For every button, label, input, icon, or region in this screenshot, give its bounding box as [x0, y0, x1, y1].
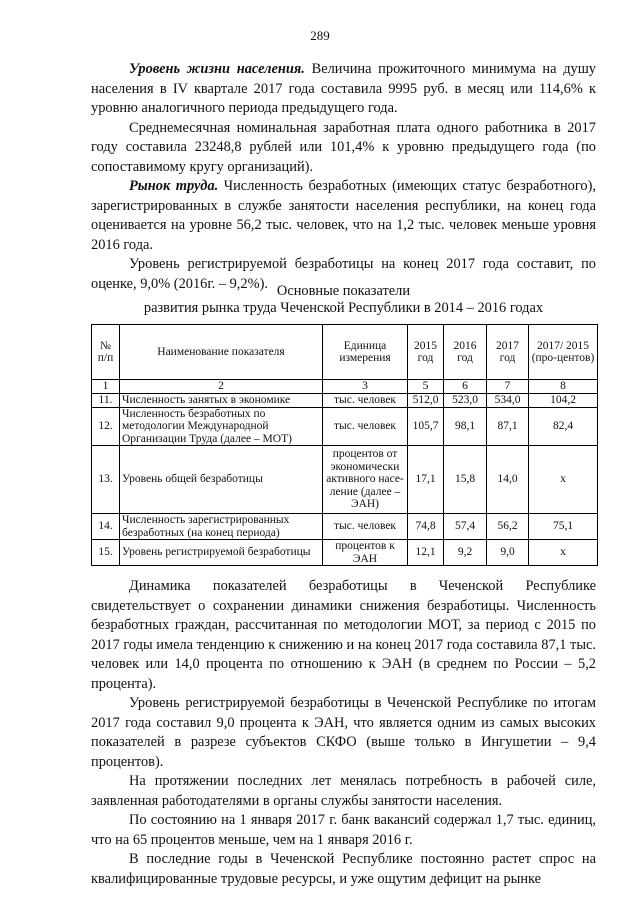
header-cell: 2017/ 2015 (про-центов)	[529, 325, 598, 380]
paragraph-salary: Среднемесячная номинальная заработная плата одного работника в 2017 году составила 23248,8 рублей или 101,4% к уровню предыдущего года (по сопоставимому кругу организаций).	[91, 119, 596, 175]
value-cell: 15,8	[444, 446, 487, 514]
table-row	[92, 407, 598, 446]
unit-cell: тыс. человек	[323, 514, 408, 540]
heading-living-standard: Уровень жизни населения.	[129, 61, 305, 77]
paragraph-labor-market: Рынок труда. Численность безработных (имеющих статус безработного), зарегистрированных в службе занятости населения республики, на конец года оценивается на уровне 56,2 тыс. человек, что на 1,2 тыс. человек меньше уровня 2016 года.	[91, 178, 596, 253]
indicator-name-cell: Численность зарегистрированных безработных (на конец периода)	[120, 514, 323, 540]
column-number-cell: 8	[529, 380, 598, 394]
table-caption	[91, 283, 596, 317]
page-number: 289	[310, 28, 330, 43]
table-row	[92, 393, 598, 407]
header-cell: 2015 год	[408, 325, 444, 380]
value-cell: 87,1	[487, 407, 529, 446]
value-cell: 105,7	[408, 407, 444, 446]
header-cell: Единица измерения	[323, 325, 408, 380]
table-caption-line-2: развития рынка труда Чеченской Республики в 2014 – 2016 годах	[143, 300, 544, 316]
indicator-name-cell: Уровень регистрируемой безработицы	[120, 540, 323, 566]
column-number-cell: 6	[444, 380, 487, 394]
column-number-cell: 3	[323, 380, 408, 394]
column-number-cell: 7	[487, 380, 529, 394]
header-cell: Наименование показателя	[120, 325, 323, 380]
labor-market-table	[91, 324, 598, 566]
paragraph-dynamics: Динамика показателей безработицы в Чеченской Республике свидетельствует о сохранении динамики снижения безработицы. Численность безработных граждан, рассчитанная по методологии МОТ, за период с 2015 по 2017 годы имела тенденцию к снижению и на конец 2017 года составила 87,1 тыс. человек или 14,0 процента по отношению к ЭАН (в среднем по России – 5,2 процента).	[91, 578, 596, 692]
row-number-cell: 11.	[92, 393, 120, 407]
paragraph-labor-demand: На протяжении последних лет менялась потребность в рабочей силе, заявленная работодателями в органы службы занятости населения.	[91, 773, 596, 809]
table-header-row	[92, 325, 598, 380]
ratio-cell: 104,2	[529, 393, 598, 407]
table-caption-line-1: Основные показатели	[276, 283, 411, 299]
column-number-row	[92, 380, 598, 394]
paragraph-registered-unemployment: Уровень регистрируемой безработицы в Чеченской Республике по итогам 2017 года составил 9,0 процента к ЭАН, что является одним из самых высоких показателей в разрезе субъектов СКФО (выше только в Ингушетии – 9,4 процентов).	[91, 695, 596, 770]
ratio-cell: х	[529, 540, 598, 566]
unit-cell: тыс. человек	[323, 407, 408, 446]
intro-section	[91, 60, 596, 294]
heading-labor-market: Рынок труда.	[129, 178, 219, 194]
row-number-cell: 15.	[92, 540, 120, 566]
table-row	[92, 446, 598, 514]
value-cell: 9,2	[444, 540, 487, 566]
paragraph-living-standard: Уровень жизни населения. Величина прожиточного минимума на душу населения в IV квартале 2017 года составила 9995 руб. в месяц или 114,6% к уровню аналогичного периода предыдущего года.	[91, 61, 596, 116]
header-cell: 2017 год	[487, 325, 529, 380]
value-cell: 56,2	[487, 514, 529, 540]
column-number-cell: 5	[408, 380, 444, 394]
value-cell: 523,0	[444, 393, 487, 407]
row-number-cell: 14.	[92, 514, 120, 540]
table-row	[92, 540, 598, 566]
ratio-cell: 75,1	[529, 514, 598, 540]
value-cell: 534,0	[487, 393, 529, 407]
value-cell: 74,8	[408, 514, 444, 540]
row-number-cell: 12.	[92, 407, 120, 446]
unit-cell: тыс. человек	[323, 393, 408, 407]
indicator-name-cell: Уровень общей безработицы	[120, 446, 323, 514]
value-cell: 9,0	[487, 540, 529, 566]
column-number-cell: 1	[92, 380, 120, 394]
paragraph-unemployment-forecast: Уровень регистрируемой безработицы на конец 2017 года составит, по оценке, 9,0% (2016г. – 9,2%).	[91, 256, 596, 292]
table-row	[92, 514, 598, 540]
unit-cell: процентов к ЭАН	[323, 540, 408, 566]
ratio-cell: х	[529, 446, 598, 514]
indicator-name-cell: Численность безработных по методологии Международной Организации Труда (далее – МОТ)	[120, 407, 323, 446]
row-number-cell: 13.	[92, 446, 120, 514]
indicator-name-cell: Численность занятых в экономике	[120, 393, 323, 407]
paragraph-qualified-demand: В последние годы в Чеченской Республике постоянно растет спрос на квалифицированные трудовые ресурсы, и уже ощутим дефицит на рынке	[91, 851, 596, 887]
header-cell: 2016 год	[444, 325, 487, 380]
analysis-section	[91, 577, 596, 889]
value-cell: 98,1	[444, 407, 487, 446]
paragraph-vacancies: По состоянию на 1 января 2017 г. банк вакансий содержал 1,7 тыс. единиц, что на 65 процентов меньше, чем на 1 января 2016 г.	[91, 812, 596, 848]
header-cell: № п/п	[92, 325, 120, 380]
value-cell: 12,1	[408, 540, 444, 566]
column-number-cell: 2	[120, 380, 323, 394]
ratio-cell: 82,4	[529, 407, 598, 446]
value-cell: 512,0	[408, 393, 444, 407]
value-cell: 14,0	[487, 446, 529, 514]
value-cell: 17,1	[408, 446, 444, 514]
value-cell: 57,4	[444, 514, 487, 540]
unit-cell: процентов от экономически активного насе-ление (далее – ЭАН)	[323, 446, 408, 514]
